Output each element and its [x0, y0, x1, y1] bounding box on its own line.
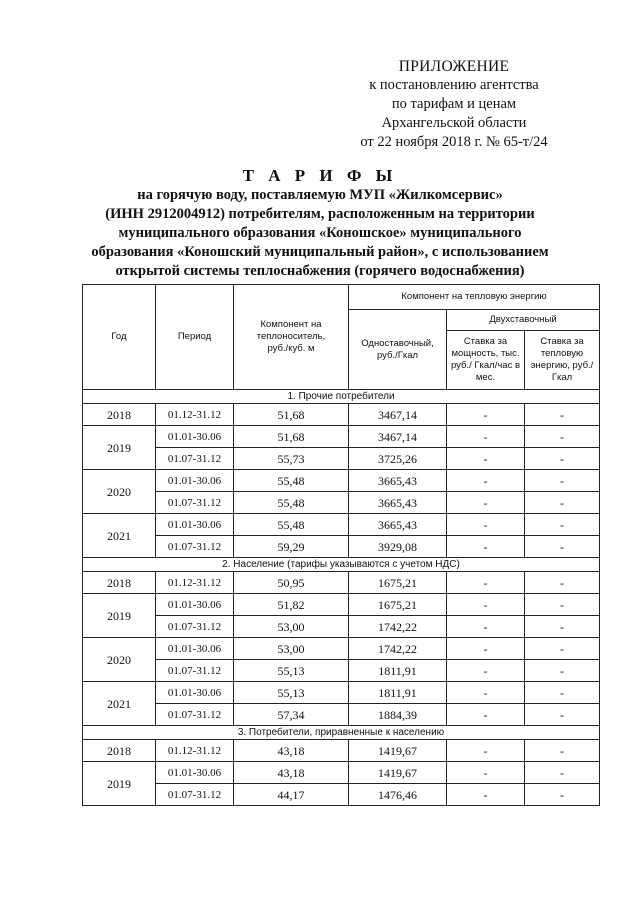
tariff-table: [82, 284, 600, 806]
cell-single-rate: 1675,21: [349, 594, 447, 616]
cell-capacity-rate: -: [447, 682, 525, 704]
cell-capacity-rate: -: [447, 762, 525, 784]
cell-carrier: 55,13: [234, 660, 349, 682]
cell-year: 2018: [83, 740, 156, 762]
cell-period: 01.12-31.12: [156, 572, 234, 594]
cell-capacity-rate: -: [447, 740, 525, 762]
table-row: [83, 470, 600, 492]
cell-year: 2021: [83, 682, 156, 726]
cell-year: 2020: [83, 638, 156, 682]
cell-period: 01.01-30.06: [156, 638, 234, 660]
table-row: [83, 448, 600, 470]
cell-energy-rate: -: [525, 616, 600, 638]
header-carrier-component: Компонент на теплоноситель, руб./куб. м: [234, 285, 349, 390]
table-row: [83, 638, 600, 660]
cell-energy-rate: -: [525, 492, 600, 514]
table-row: [83, 616, 600, 638]
cell-carrier: 50,95: [234, 572, 349, 594]
cell-capacity-rate: -: [447, 514, 525, 536]
cell-single-rate: 3929,08: [349, 536, 447, 558]
table-row: [83, 740, 600, 762]
cell-carrier: 55,48: [234, 492, 349, 514]
cell-capacity-rate: -: [447, 536, 525, 558]
cell-period: 01.07-31.12: [156, 492, 234, 514]
cell-energy-rate: -: [525, 572, 600, 594]
cell-energy-rate: -: [525, 660, 600, 682]
cell-period: 01.01-30.06: [156, 762, 234, 784]
title-line: муниципального образования «Коношское» муниципального: [118, 225, 522, 241]
table-row: [83, 536, 600, 558]
cell-single-rate: 1811,91: [349, 682, 447, 704]
cell-carrier: 55,13: [234, 682, 349, 704]
section-row: [83, 558, 600, 572]
cell-capacity-rate: -: [447, 704, 525, 726]
cell-single-rate: 3467,14: [349, 426, 447, 448]
header-energy-component: Компонент на тепловую энергию: [349, 285, 600, 310]
cell-single-rate: 1419,67: [349, 762, 447, 784]
cell-carrier: 51,68: [234, 404, 349, 426]
cell-period: 01.07-31.12: [156, 536, 234, 558]
cell-year: 2019: [83, 762, 156, 806]
header-year: Год: [83, 285, 156, 390]
cell-single-rate: 1476,46: [349, 784, 447, 806]
cell-carrier: 57,34: [234, 704, 349, 726]
section-row: [83, 390, 600, 404]
cell-carrier: 51,82: [234, 594, 349, 616]
cell-year: 2021: [83, 514, 156, 558]
title-line: на горячую воду, поставляемую МУП «Жилкомсервис»: [137, 187, 503, 203]
cell-single-rate: 1884,39: [349, 704, 447, 726]
document-title: [90, 166, 550, 281]
cell-single-rate: 3665,43: [349, 492, 447, 514]
cell-single-rate: 1811,91: [349, 660, 447, 682]
cell-carrier: 53,00: [234, 616, 349, 638]
cell-period: 01.12-31.12: [156, 740, 234, 762]
cell-single-rate: 3665,43: [349, 470, 447, 492]
cell-period: 01.01-30.06: [156, 682, 234, 704]
cell-carrier: 51,68: [234, 426, 349, 448]
table-row: [83, 704, 600, 726]
cell-energy-rate: -: [525, 682, 600, 704]
cell-period: 01.12-31.12: [156, 404, 234, 426]
header-period: Период: [156, 285, 234, 390]
cell-carrier: 53,00: [234, 638, 349, 660]
table-row: [83, 784, 600, 806]
cell-carrier: 55,48: [234, 470, 349, 492]
cell-energy-rate: -: [525, 638, 600, 660]
header-two-part: Двухставочный: [447, 310, 600, 331]
appendix-line: по тарифам и ценам: [391, 96, 517, 112]
cell-period: 01.07-31.12: [156, 448, 234, 470]
cell-single-rate: 3725,26: [349, 448, 447, 470]
appendix-line: Архангельской области: [381, 115, 527, 131]
cell-carrier: 55,48: [234, 514, 349, 536]
table-row: [83, 572, 600, 594]
table-row: [83, 762, 600, 784]
cell-energy-rate: -: [525, 514, 600, 536]
cell-capacity-rate: -: [447, 404, 525, 426]
cell-year: 2018: [83, 404, 156, 426]
table-row: [83, 426, 600, 448]
section-row: [83, 726, 600, 740]
cell-single-rate: 3467,14: [349, 404, 447, 426]
cell-single-rate: 1419,67: [349, 740, 447, 762]
cell-year: 2019: [83, 426, 156, 470]
cell-energy-rate: -: [525, 762, 600, 784]
cell-capacity-rate: -: [447, 616, 525, 638]
cell-capacity-rate: -: [447, 470, 525, 492]
appendix-line: к постановлению агентства: [369, 77, 539, 93]
cell-period: 01.07-31.12: [156, 784, 234, 806]
table-row: [83, 682, 600, 704]
section-title: 1. Прочие потребители: [83, 390, 600, 404]
cell-period: 01.01-30.06: [156, 514, 234, 536]
table-body: [83, 390, 600, 806]
cell-single-rate: 1742,22: [349, 638, 447, 660]
cell-period: 01.01-30.06: [156, 470, 234, 492]
cell-energy-rate: -: [525, 470, 600, 492]
appendix-block: [330, 57, 578, 152]
cell-carrier: 55,73: [234, 448, 349, 470]
cell-carrier: 43,18: [234, 740, 349, 762]
header-energy-rate: Ставка за тепловую энергию, руб./Гкал: [525, 331, 600, 390]
cell-capacity-rate: -: [447, 638, 525, 660]
appendix-heading: ПРИЛОЖЕНИЕ: [398, 58, 510, 75]
section-title: 2. Население (тарифы указываются с учетом НДС): [83, 558, 600, 572]
title-line: открытой системы теплоснабжения (горячего водоснабжения): [115, 263, 525, 279]
cell-capacity-rate: -: [447, 426, 525, 448]
title-line: (ИНН 2912004912) потребителям, расположенным на территории: [105, 206, 535, 222]
cell-energy-rate: -: [525, 448, 600, 470]
table-row: [83, 660, 600, 682]
cell-single-rate: 1675,21: [349, 572, 447, 594]
cell-period: 01.07-31.12: [156, 704, 234, 726]
table-row: [83, 404, 600, 426]
cell-energy-rate: -: [525, 704, 600, 726]
cell-carrier: 43,18: [234, 762, 349, 784]
table-row: [83, 594, 600, 616]
cell-period: 01.07-31.12: [156, 616, 234, 638]
cell-year: 2019: [83, 594, 156, 638]
cell-period: 01.01-30.06: [156, 426, 234, 448]
title-heading: Т А Р И Ф Ы: [242, 166, 398, 185]
header-single-rate: Одноставочный, руб./Гкал: [349, 310, 447, 390]
cell-capacity-rate: -: [447, 572, 525, 594]
cell-capacity-rate: -: [447, 492, 525, 514]
cell-capacity-rate: -: [447, 448, 525, 470]
cell-carrier: 44,17: [234, 784, 349, 806]
cell-energy-rate: -: [525, 784, 600, 806]
cell-single-rate: 1742,22: [349, 616, 447, 638]
cell-single-rate: 3665,43: [349, 514, 447, 536]
cell-capacity-rate: -: [447, 660, 525, 682]
cell-energy-rate: -: [525, 404, 600, 426]
cell-energy-rate: -: [525, 740, 600, 762]
table-row: [83, 514, 600, 536]
title-line: образования «Коношский муниципальный район», с использованием: [91, 244, 549, 260]
cell-energy-rate: -: [525, 594, 600, 616]
section-title: 3. Потребители, приравненные к населению: [83, 726, 600, 740]
cell-capacity-rate: -: [447, 594, 525, 616]
cell-year: 2018: [83, 572, 156, 594]
header-capacity-rate: Ставка за мощность, тыс. руб./ Гкал/час в мес.: [447, 331, 525, 390]
appendix-line: от 22 ноября 2018 г. № 65-т/24: [360, 134, 548, 150]
table-row: [83, 492, 600, 514]
cell-capacity-rate: -: [447, 784, 525, 806]
cell-energy-rate: -: [525, 536, 600, 558]
cell-year: 2020: [83, 470, 156, 514]
cell-period: 01.01-30.06: [156, 594, 234, 616]
cell-period: 01.07-31.12: [156, 660, 234, 682]
cell-energy-rate: -: [525, 426, 600, 448]
cell-carrier: 59,29: [234, 536, 349, 558]
